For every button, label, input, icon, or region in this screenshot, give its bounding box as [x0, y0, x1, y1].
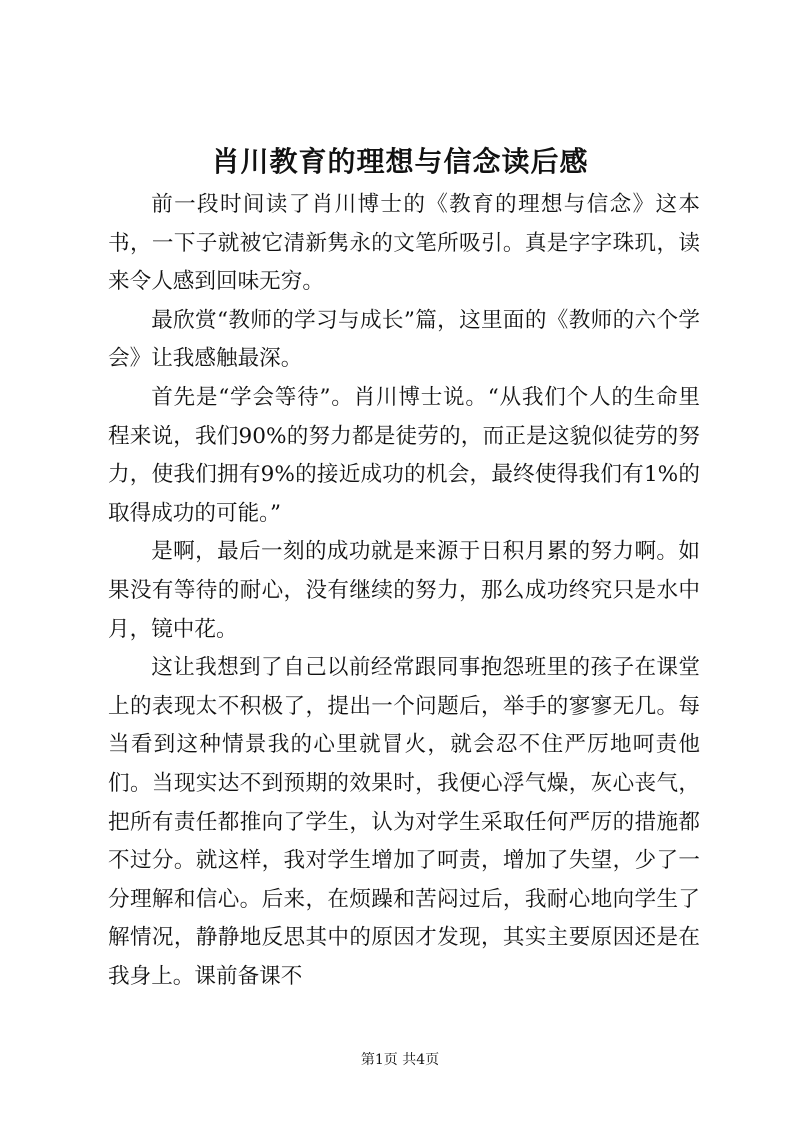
page-number-footer: 第1页 共4页	[360, 1052, 440, 1068]
paragraph: 最欣赏“教师的学习与成长”篇，这里面的《教师的六个学会》让我感触最深。	[108, 307, 700, 372]
document-title: 肖川教育的理想与信念读后感	[211, 145, 589, 178]
paragraph: 前一段时间读了肖川博士的《教育的理想与信念》这本书，一下子就被它清新隽永的文笔所吸引。真是字字珠玑，读来令人感到回味无穷。	[108, 192, 700, 295]
paragraph: 这让我想到了自己以前经常跟同事抱怨班里的孩子在课堂上的表现太不积极了，提出一个问题后，举手的寥寥无几。每当看到这种情景我的心里就冒火，就会忍不住严厉地呵责他们。当现实达不到预期的效果时，我便心浮气燥，灰心丧气，把所有责任都推向了学生，认为对学生采取任何严厉的措施都不过分。就这样，我对学生增加了呵责，增加了失望，少了一分理解和信心。后来，在烦躁和苦闷过后，我耐心地向学生了解情况，静静地反思其中的原因才发现，其实主要原因还是在我身上。课前备课不	[108, 655, 700, 989]
document-body	[108, 186, 700, 996]
paragraph: 是啊，最后一刻的成功就是来源于日积月累的努力啊。如果没有等待的耐心，没有继续的努力，那么成功终究只是水中月，镜中花。	[108, 539, 700, 642]
paragraph: 首先是“学会等待”。肖川博士说。“从我们个人的生命里程来说，我们90%的努力都是徒劳的，而正是这貌似徒劳的努力，使我们拥有9%的接近成功的机会，最终使得我们有1%的取得成功的可能。”	[108, 384, 700, 526]
